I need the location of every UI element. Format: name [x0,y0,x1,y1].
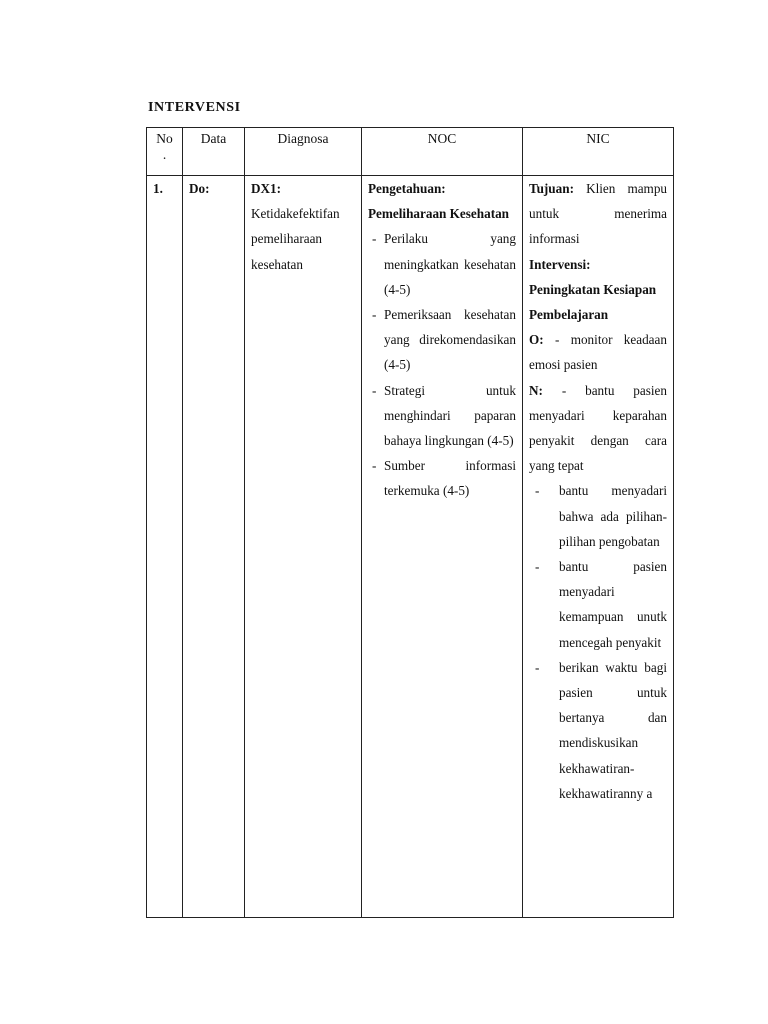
nic-nursing [529,378,667,479]
table-header-row [147,128,674,176]
table-row [147,176,674,918]
noc-list [368,226,516,503]
intervention-table [146,127,674,918]
header-noc: NOC [362,128,523,176]
nic-intervensi-title: Peningkatan Kesiapan Pembelajaran [529,281,657,323]
noc-item: - Strategi untuk menghindari paparan bahaya lingkungan (4-5) [368,378,516,454]
nic-n-text: - bantu pasien menyadari keparahan penyakit dengan cara yang tepat [529,382,667,474]
header-no: No . [147,128,183,176]
nic-item: - bantu pasien menyadari kemampuan unutk mencegah penyakit [529,554,667,655]
nic-item: - bantu menyadari bahwa ada pilihan-pilihan pengobatan [529,478,667,554]
nic-n-label: N: [529,382,543,398]
nic-tujuan [529,176,667,252]
noc-item: - Pemeriksaan kesehatan yang direkomendasikan (4-5) [368,302,516,378]
header-data: Data [183,128,245,176]
noc-title-2: Pemeliharaan Kesehatan [368,206,510,222]
page-title: INTERVENSI [148,100,241,115]
nic-o-label: O: [529,332,544,348]
cell-diagnosa [245,176,362,918]
nic-tujuan-label: Tujuan: [529,181,574,196]
diagnosis-text: Ketidakefektifan pemeliharaan kesehatan [251,206,340,272]
header-diagnosa: Diagnosa [245,128,362,176]
nic-tujuan-text: Klien mampu untuk menerima informasi [529,181,668,247]
nic-item: - berikan waktu bagi pasien untuk bertanya dan mendiskusikan kekhawatiran-kekhawatiranny a [529,655,667,806]
nic-o-text: - monitor keadaan emosi pasien [529,332,667,373]
cell-data: Do: [183,176,245,918]
cell-nic [523,176,674,918]
noc-title-1: Pengetahuan: [368,181,446,196]
nic-list [529,478,667,806]
noc-item: - Perilaku yang meningkatkan kesehatan (4-5) [368,226,516,302]
header-nic: NIC [523,128,674,176]
noc-item: - Sumber informasi terkemuka (4-5) [368,453,516,503]
diagnosis-label: DX1: [251,181,282,196]
nic-observation [529,327,667,377]
cell-no: 1. [147,176,183,918]
cell-noc [362,176,523,918]
nic-intervensi-label: Intervensi: [529,256,591,272]
